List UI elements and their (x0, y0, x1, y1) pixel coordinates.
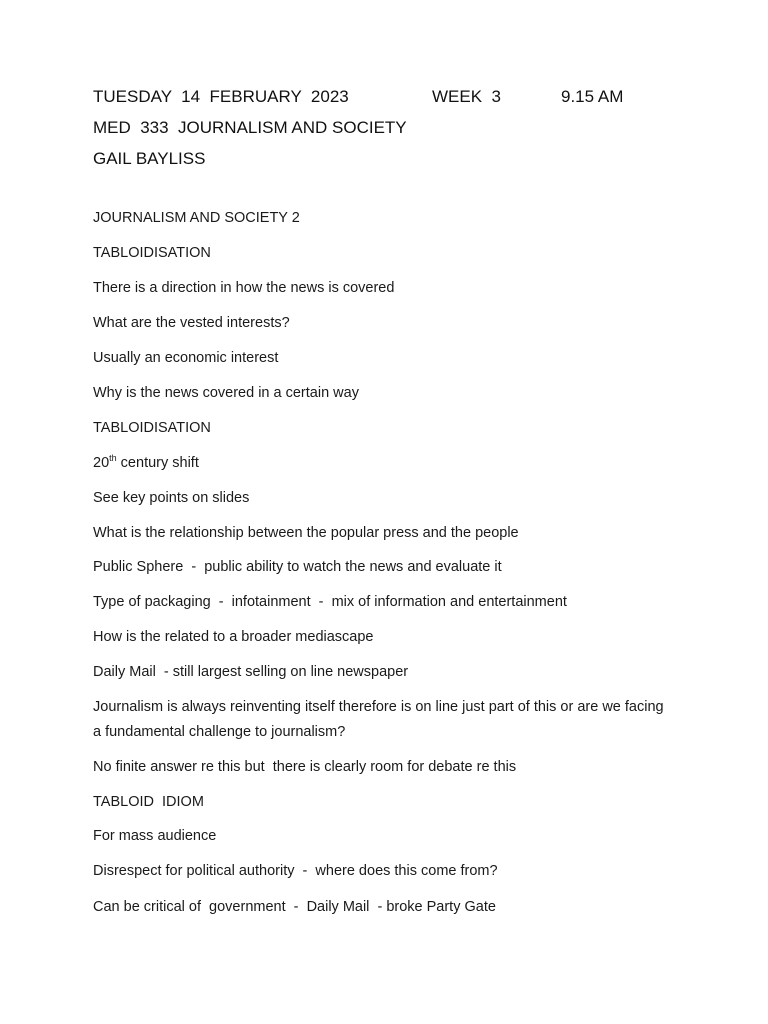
note-paragraph: Journalism is always reinventing itself therefore is on line just part of this or are we facing a fundamental challenge to journalism? (93, 699, 664, 740)
note-line: Usually an economic interest (93, 350, 279, 366)
section-heading: TABLOID IDIOM (93, 794, 204, 810)
note-line: What are the vested interests? (93, 315, 290, 331)
section-heading: TABLOIDISATION (93, 420, 211, 436)
century-text: century shift (116, 455, 199, 471)
note-line: Daily Mail - still largest selling on line newspaper (93, 664, 409, 680)
note-line: What is the relationship between the popular press and the people (93, 525, 519, 541)
note-line: Disrespect for political authority - where does this come from? (93, 863, 498, 879)
note-line: Type of packaging - infotainment - mix of information and entertainment (93, 594, 567, 610)
note-line: There is a direction in how the news is covered (93, 280, 395, 296)
author-name: GAIL BAYLISS (93, 149, 206, 168)
lecture-date: TUESDAY 14 FEBRUARY 2023 (93, 87, 349, 106)
notes-title: JOURNALISM AND SOCIETY 2 (93, 210, 300, 226)
lecture-week: WEEK 3 (432, 87, 501, 106)
note-line: Can be critical of government - Daily Mail - broke Party Gate (93, 899, 496, 915)
note-line: Why is the news covered in a certain way (93, 385, 359, 401)
note-line: How is the related to a broader mediascape (93, 629, 374, 645)
century-number: 20 (93, 455, 110, 471)
lecture-time: 9.15 AM (561, 87, 624, 106)
century-superscript: th (109, 453, 117, 463)
section-heading: TABLOIDISATION (93, 245, 211, 261)
note-line-century (93, 455, 199, 471)
note-line: No finite answer re this but there is clearly room for debate re this (93, 759, 517, 775)
note-line: See key points on slides (93, 490, 250, 506)
note-line: Public Sphere - public ability to watch the news and evaluate it (93, 559, 502, 575)
note-line: For mass audience (93, 828, 217, 844)
course-title: MED 333 JOURNALISM AND SOCIETY (93, 118, 407, 137)
